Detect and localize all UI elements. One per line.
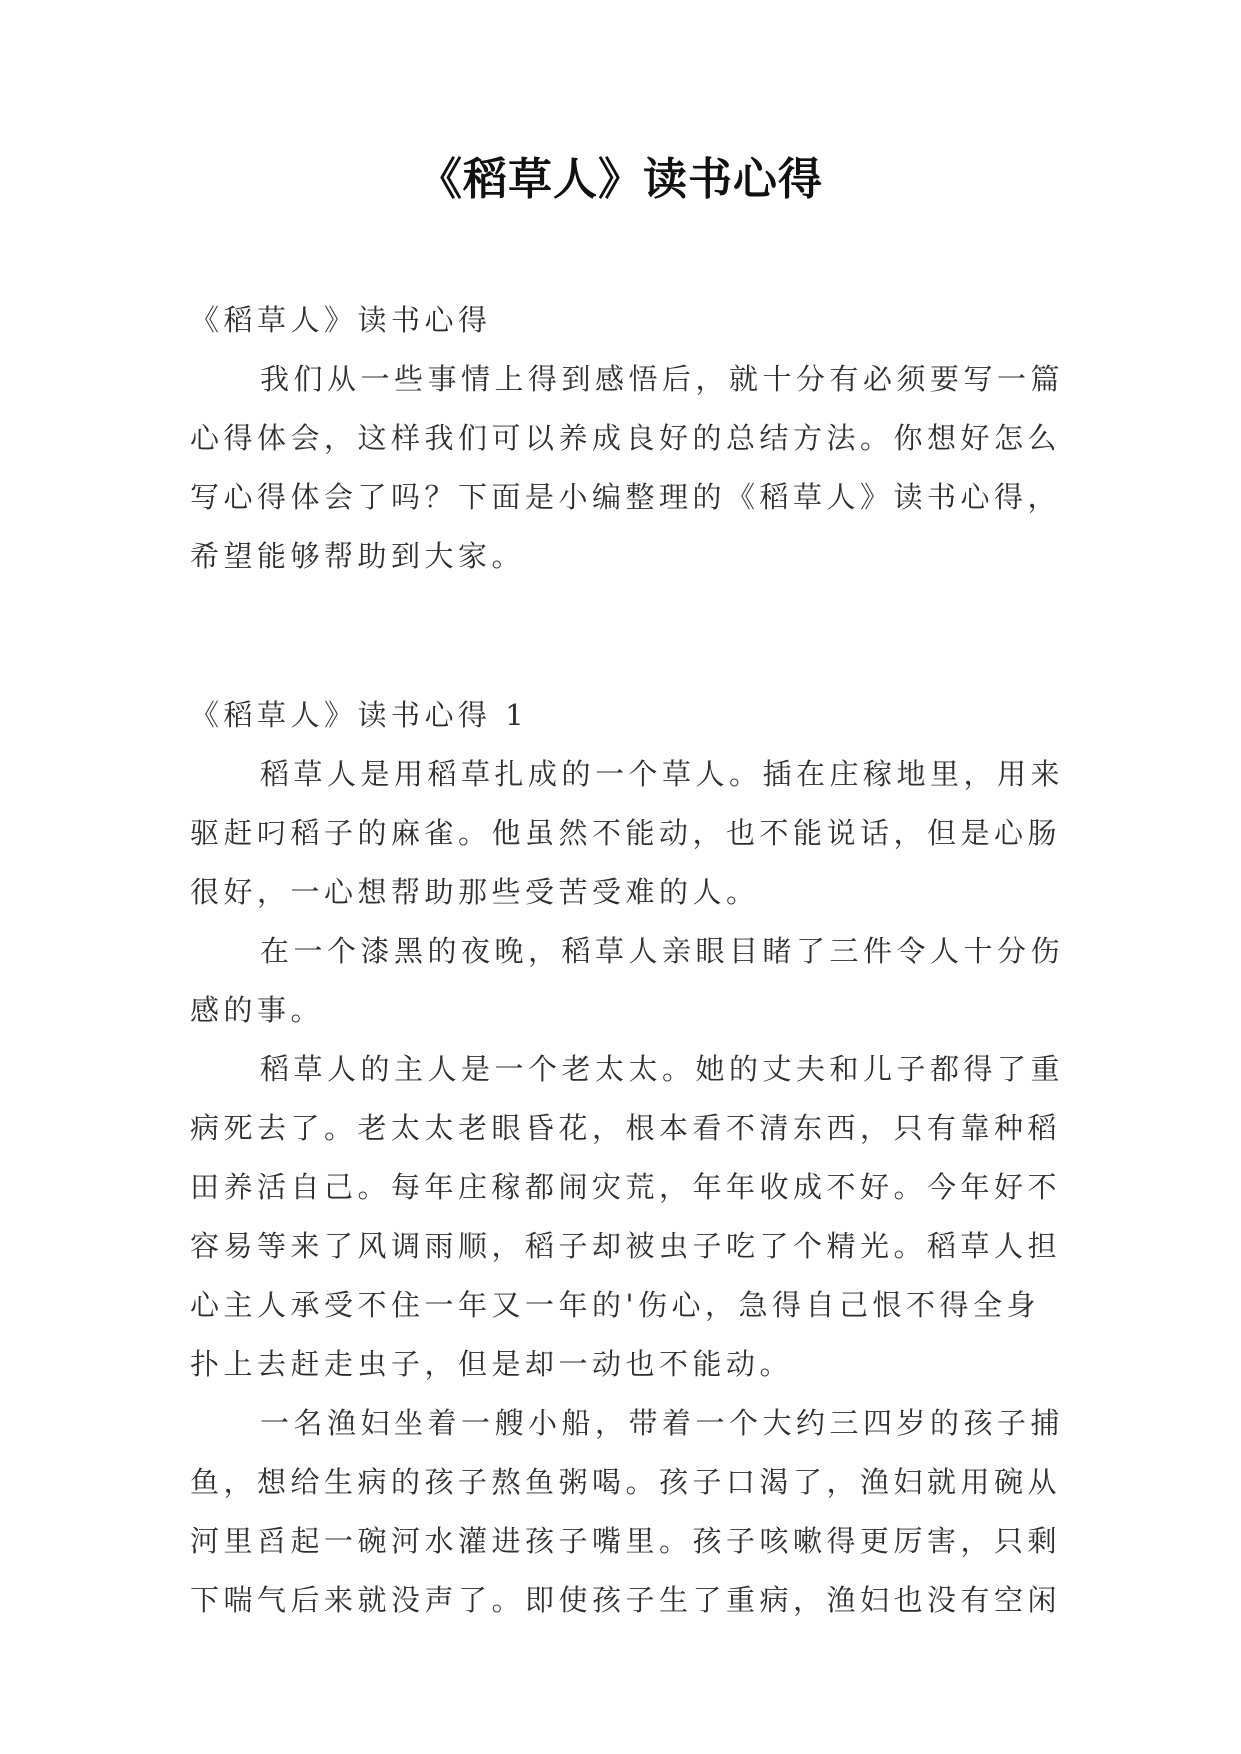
intro-line: 写心得体会了吗？下面是小编整理的《稻草人》读书心得， — [190, 480, 1062, 514]
paragraph-line: 感的事。 — [190, 993, 325, 1027]
paragraph-line: 很好，一心想帮助那些受苦受难的人。 — [190, 875, 760, 909]
paragraph-line: 心主人承受不住一年又一年的'伤心，急得自己恨不得全身 — [190, 1288, 1040, 1322]
paragraph-line: 河里舀起一碗河水灌进孩子嘴里。孩子咳嗽得更厉害，只剩 — [190, 1524, 1062, 1558]
paragraph-line: 鱼，想给生病的孩子熬鱼粥喝。孩子口渴了，渔妇就用碗从 — [190, 1465, 1062, 1499]
document-body — [190, 291, 1065, 1630]
paragraph-line: 容易等来了风调雨顺，稻子却被虫子吃了个精光。稻草人担 — [190, 1229, 1062, 1263]
paragraph-line: 扑上去赶走虫子，但是却一动也不能动。 — [190, 1347, 794, 1381]
paragraph-line: 稻草人是用稻草扎成的一个草人。插在庄稼地里，用来 — [260, 757, 1065, 791]
document-title: 《稻草人》读书心得 — [418, 154, 823, 205]
intro-line: 心得体会，这样我们可以养成良好的总结方法。你想好怎么 — [190, 421, 1062, 455]
intro-line: 希望能够帮助到大家。 — [190, 539, 526, 573]
paragraph-line: 在一个漆黑的夜晚，稻草人亲眼目睹了三件令人十分伤 — [260, 934, 1065, 968]
paragraph-line: 田养活自己。每年庄稼都闹灾荒，年年收成不好。今年好不 — [190, 1170, 1062, 1204]
intro-line: 我们从一些事情上得到感悟后，就十分有必须要写一篇 — [260, 362, 1065, 396]
section-heading: 《稻草人》读书心得 1 — [190, 698, 529, 732]
paragraph-line: 病死去了。老太太老眼昏花，根本看不清东西，只有靠种稻 — [190, 1111, 1062, 1145]
paragraph-line: 一名渔妇坐着一艘小船，带着一个大约三四岁的孩子捕 — [260, 1406, 1065, 1440]
paragraph-line: 驱赶叼稻子的麻雀。他虽然不能动，也不能说话，但是心肠 — [190, 816, 1062, 850]
intro-heading: 《稻草人》读书心得 — [190, 303, 492, 337]
section-spacer — [190, 586, 1050, 686]
paragraph-line: 下喘气后来就没声了。即使孩子生了重病，渔妇也没有空闲 — [190, 1583, 1062, 1617]
paragraph-line: 稻草人的主人是一个老太太。她的丈夫和儿子都得了重 — [260, 1052, 1065, 1086]
